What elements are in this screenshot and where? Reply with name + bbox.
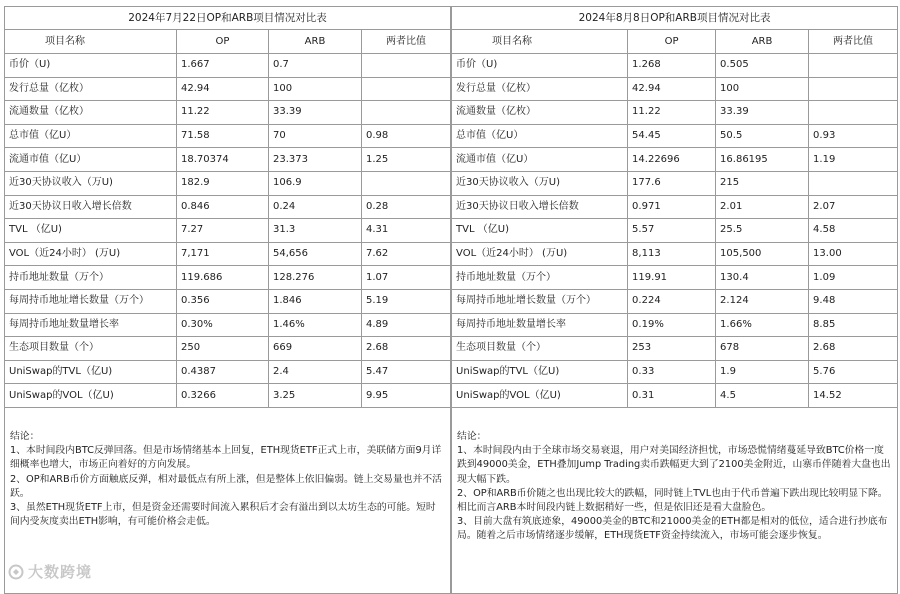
table-cell: 0.24: [269, 195, 362, 219]
table-row: [452, 242, 898, 266]
table-cell: 9.95: [362, 384, 451, 408]
table-cell: 近30天协议收入（万U): [5, 171, 177, 195]
tables-pair: [4, 6, 896, 594]
table-cell: 8,113: [628, 242, 716, 266]
table-header-row: [5, 30, 451, 54]
table-cell: 每周持币地址数量增长率: [452, 313, 628, 337]
table-row: [452, 77, 898, 101]
table-cell: 42.94: [628, 77, 716, 101]
table-cell: 生态项目数量（个）: [452, 337, 628, 361]
table-cell: 54,656: [269, 242, 362, 266]
table-cell: 3.25: [269, 384, 362, 408]
table-cell: 币价（U): [5, 54, 177, 78]
table-row: [452, 54, 898, 78]
table-cell: 70: [269, 124, 362, 148]
column-header: 项目名称: [452, 30, 628, 54]
table-cell: 105,500: [716, 242, 809, 266]
table-row: [5, 266, 451, 290]
table-cell: 106.9: [269, 171, 362, 195]
table-cell: 182.9: [177, 171, 269, 195]
table-cell: 678: [716, 337, 809, 361]
table-cell: [809, 101, 898, 125]
table-cell: 2.68: [362, 337, 451, 361]
table-row: [452, 148, 898, 172]
table-cell: [362, 101, 451, 125]
column-header: OP: [177, 30, 269, 54]
table-row: [5, 77, 451, 101]
conclusion-paragraph: 1、本时间段内BTC反弹回落。但是市场情绪基本上回复，ETH现货ETF正式上市，美联储方面9月详细概率也增大，市场正向着好的方向发展。: [10, 445, 442, 471]
table-cell: 币价（U): [452, 54, 628, 78]
table-header-row: [452, 30, 898, 54]
table-row: [5, 219, 451, 243]
table-title-row: [452, 7, 898, 30]
table-row: [452, 266, 898, 290]
table-cell: UniSwap的TVL（亿U): [5, 360, 177, 384]
table-cell: 0.7: [269, 54, 362, 78]
table-cell: 54.45: [628, 124, 716, 148]
table-cell: 8.85: [809, 313, 898, 337]
table-cell: 近30天协议日收入增长倍数: [5, 195, 177, 219]
table-cell: 1.667: [177, 54, 269, 78]
table-cell: 4.31: [362, 219, 451, 243]
table-cell: 2.4: [269, 360, 362, 384]
table-cell: 每周持币地址增长数量（万个）: [5, 289, 177, 313]
table-cell: 2.68: [809, 337, 898, 361]
table-row: [5, 289, 451, 313]
table-row: [5, 313, 451, 337]
table-row: [452, 124, 898, 148]
table-cell: [809, 171, 898, 195]
table-cell: 71.58: [177, 124, 269, 148]
table-cell: 总市值（亿U）: [452, 124, 628, 148]
watermark: [8, 561, 92, 582]
table-cell: 流通数量（亿枚）: [5, 101, 177, 125]
table-cell: 1.846: [269, 289, 362, 313]
table-cell: 1.07: [362, 266, 451, 290]
table-cell: 5.19: [362, 289, 451, 313]
table-row: [5, 124, 451, 148]
column-header: 项目名称: [5, 30, 177, 54]
table-row: [5, 171, 451, 195]
table-title: 2024年8月8日OP和ARB项目情况对比表: [452, 7, 898, 30]
table-cell: 5.57: [628, 219, 716, 243]
table-cell: 9.48: [809, 289, 898, 313]
table-cell: 253: [628, 337, 716, 361]
column-header: OP: [628, 30, 716, 54]
table-cell: 持币地址数量（万个）: [5, 266, 177, 290]
table-cell: 215: [716, 171, 809, 195]
table-cell: 5.76: [809, 360, 898, 384]
table-cell: 1.9: [716, 360, 809, 384]
table-row: [5, 54, 451, 78]
table-cell: 100: [716, 77, 809, 101]
table-cell: 177.6: [628, 171, 716, 195]
table-cell: 0.31: [628, 384, 716, 408]
table-cell: 每周持币地址增长数量（万个）: [452, 289, 628, 313]
brand-logo-icon: [8, 564, 24, 580]
table-cell: 16.86195: [716, 148, 809, 172]
comparison-table-aug8: [451, 6, 898, 594]
table-cell: [362, 54, 451, 78]
conclusion-cell: [452, 407, 898, 593]
table-cell: 0.356: [177, 289, 269, 313]
table-cell: 4.89: [362, 313, 451, 337]
table-cell: 1.66%: [716, 313, 809, 337]
conclusion-paragraph: 1、本时间段内由于全球市场交易衰退，用户对美国经济担忧，市场恐慌情绪蔓延导致BTC价格一度跌到49000美金，ETH叠加Jump Trading卖币跌幅更大到了2100美金附近，山寨币伴随着大盘也出现大幅下跌。: [457, 445, 891, 485]
table-cell: 2.124: [716, 289, 809, 313]
table-row: [452, 337, 898, 361]
conclusion-paragraph: 2、OP和ARB币价随之也出现比较大的跌幅，同时链上TVL也由于代币普遍下跌出现比较明显下降。相比而言ARB本时间段内链上数据稍好一些，但是依旧还是看大盘脸色。: [457, 487, 888, 513]
table-cell: 1.19: [809, 148, 898, 172]
table-row: [452, 289, 898, 313]
column-header: 两者比值: [362, 30, 451, 54]
table-cell: 1.46%: [269, 313, 362, 337]
table-row: [5, 242, 451, 266]
table-title-row: [5, 7, 451, 30]
table-cell: 流通数量（亿枚）: [452, 101, 628, 125]
conclusion-paragraph: 3、目前大盘有筑底迹象，49000美金的BTC和21000美金的ETH都是相对的低位，适合进行抄底布局。随着之后市场情绪逐步缓解，ETH现货ETF资金持续流入，市场可能会逐步恢复。: [457, 516, 888, 542]
table-cell: 11.22: [628, 101, 716, 125]
table-cell: 0.30%: [177, 313, 269, 337]
table-cell: TVL （亿U): [452, 219, 628, 243]
table-cell: 5.47: [362, 360, 451, 384]
table-cell: 0.98: [362, 124, 451, 148]
table-cell: 25.5: [716, 219, 809, 243]
table-cell: 近30天协议日收入增长倍数: [452, 195, 628, 219]
table-cell: 50.5: [716, 124, 809, 148]
table-cell: 0.4387: [177, 360, 269, 384]
table-cell: 7,171: [177, 242, 269, 266]
column-header: ARB: [269, 30, 362, 54]
table-cell: 11.22: [177, 101, 269, 125]
table-cell: 14.22696: [628, 148, 716, 172]
table-row: [452, 384, 898, 408]
table-title: 2024年7月22日OP和ARB项目情况对比表: [5, 7, 451, 30]
table-cell: 7.27: [177, 219, 269, 243]
table-cell: 130.4: [716, 266, 809, 290]
table-cell: 1.25: [362, 148, 451, 172]
column-header: ARB: [716, 30, 809, 54]
table-cell: UniSwap的VOL（亿U): [452, 384, 628, 408]
table-cell: 42.94: [177, 77, 269, 101]
table-cell: 7.62: [362, 242, 451, 266]
table-cell: 0.224: [628, 289, 716, 313]
conclusion-paragraph: 3、虽然ETH现货ETF上市，但是资金还需要时间流入累积后才会有溢出到以太坊生态的可能。短时间内受灰度卖出ETH影响，有可能价格会走低。: [10, 501, 436, 528]
comparison-sheet: [4, 6, 896, 594]
table-cell: 250: [177, 337, 269, 361]
table-cell: VOL（近24小时） (万U): [5, 242, 177, 266]
table-row: [452, 171, 898, 195]
table-cell: 总市值（亿U）: [5, 124, 177, 148]
table-row: [5, 148, 451, 172]
table-row: [452, 219, 898, 243]
conclusion-row: [452, 407, 898, 593]
table-cell: 0.33: [628, 360, 716, 384]
table-cell: 119.91: [628, 266, 716, 290]
table-cell: 669: [269, 337, 362, 361]
table-row: [452, 313, 898, 337]
table-cell: 0.3266: [177, 384, 269, 408]
table-cell: 0.93: [809, 124, 898, 148]
table-cell: 14.52: [809, 384, 898, 408]
table-cell: 持币地址数量（万个）: [452, 266, 628, 290]
table-cell: 128.276: [269, 266, 362, 290]
table-cell: 23.373: [269, 148, 362, 172]
table-cell: 发行总量（亿枚）: [452, 77, 628, 101]
table-cell: 0.28: [362, 195, 451, 219]
table-cell: 13.00: [809, 242, 898, 266]
conclusion-paragraph: 2、OP和ARB币价方面触底反弹，相对最低点有所上涨，但是整体上依旧偏弱。链上交易量也并不活跃。: [10, 473, 442, 499]
table-row: [5, 101, 451, 125]
table-cell: 2.01: [716, 195, 809, 219]
table-cell: 31.3: [269, 219, 362, 243]
conclusion-heading: 结论：: [10, 430, 40, 442]
table-row: [452, 360, 898, 384]
conclusion-heading: 结论：: [457, 430, 487, 442]
table-cell: 33.39: [269, 101, 362, 125]
table-row: [452, 101, 898, 125]
table-cell: 0.19%: [628, 313, 716, 337]
table-cell: TVL （亿U): [5, 219, 177, 243]
table-cell: 0.846: [177, 195, 269, 219]
table-row: [5, 384, 451, 408]
table-cell: 发行总量（亿枚）: [5, 77, 177, 101]
table-cell: UniSwap的TVL（亿U): [452, 360, 628, 384]
comparison-table-jul22: [4, 6, 451, 594]
table-row: [5, 337, 451, 361]
table-row: [5, 195, 451, 219]
table-row: [5, 360, 451, 384]
table-cell: 近30天协议收入（万U): [452, 171, 628, 195]
table-cell: UniSwap的VOL（亿U): [5, 384, 177, 408]
table-cell: 100: [269, 77, 362, 101]
table-cell: [362, 77, 451, 101]
table-cell: 1.09: [809, 266, 898, 290]
table-cell: [809, 77, 898, 101]
table-cell: 0.971: [628, 195, 716, 219]
table-cell: 每周持币地址数量增长率: [5, 313, 177, 337]
table-cell: 4.58: [809, 219, 898, 243]
table-cell: 流通市值（亿U）: [452, 148, 628, 172]
table-cell: 1.268: [628, 54, 716, 78]
table-cell: 2.07: [809, 195, 898, 219]
column-header: 两者比值: [809, 30, 898, 54]
table-cell: 生态项目数量（个）: [5, 337, 177, 361]
table-cell: 33.39: [716, 101, 809, 125]
table-cell: 119.686: [177, 266, 269, 290]
table-cell: 流通市值（亿U）: [5, 148, 177, 172]
table-row: [452, 195, 898, 219]
table-cell: 4.5: [716, 384, 809, 408]
table-cell: [809, 54, 898, 78]
table-cell: 18.70374: [177, 148, 269, 172]
watermark-text: 大数跨境: [28, 563, 93, 581]
table-cell: [362, 171, 451, 195]
table-cell: 0.505: [716, 54, 809, 78]
table-cell: VOL（近24小时） (万U): [452, 242, 628, 266]
